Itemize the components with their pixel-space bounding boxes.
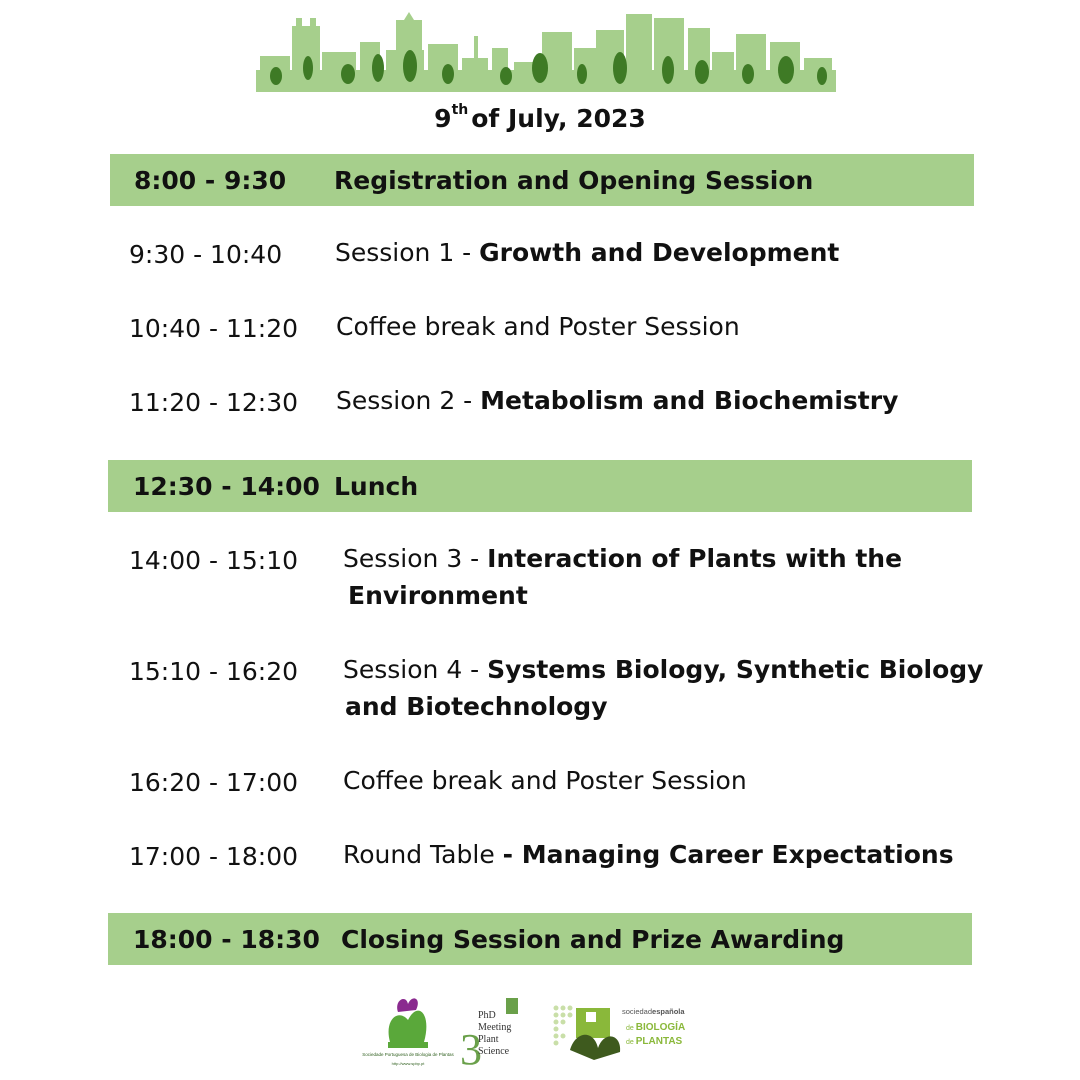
round-table-time: 17:00 - 18:00 — [129, 842, 299, 871]
lunch-time: 12:30 - 14:00 — [133, 472, 320, 501]
session-3-title-line2-wrap — [348, 577, 528, 614]
sebp-logo — [554, 1006, 686, 1061]
sebp-line2a: de — [626, 1025, 636, 1032]
round-table-label — [343, 836, 954, 873]
registration-time: 8:00 - 9:30 — [134, 166, 287, 195]
session-3-label — [343, 540, 902, 577]
coffee-break-1-time: 10:40 - 11:20 — [129, 314, 299, 343]
schedule-date — [0, 104, 1080, 133]
sppp-url: http://www.spbp.pt — [391, 1061, 425, 1066]
phd-line4: Science — [478, 1046, 510, 1057]
session-4-title-line2: and Biotechnology — [345, 692, 608, 721]
coffee-break-2-title: Coffee break and Poster Session — [343, 766, 747, 795]
closing-bar — [108, 913, 972, 965]
session-1-label — [335, 234, 839, 271]
session-3-title-line2: Environment — [348, 581, 528, 610]
coffee-break-1-title: Coffee break and Poster Session — [336, 312, 740, 341]
session-2-time: 11:20 - 12:30 — [129, 388, 299, 417]
sebp-line1b: española — [652, 1007, 685, 1016]
session-2-label — [336, 382, 898, 419]
sebp-line1 — [622, 1007, 685, 1016]
session-4-time: 15:10 - 16:20 — [129, 657, 299, 686]
session-4-label — [343, 651, 983, 688]
lunch-title: Lunch — [334, 472, 419, 501]
sebp-line3a: de — [626, 1039, 636, 1046]
session-4-title-line2-wrap — [345, 688, 608, 725]
closing-time: 18:00 - 18:30 — [133, 925, 320, 954]
phd-line2: Meeting — [478, 1022, 512, 1033]
session-3-title-line1: Interaction of Plants with the — [487, 544, 903, 573]
closing-title: Closing Session and Prize Awarding — [341, 925, 845, 954]
round-table-title: - Managing Career Expectations — [502, 840, 954, 869]
sebp-line1a: sociedad — [622, 1007, 653, 1016]
sebp-line3 — [626, 1036, 683, 1047]
registration-bar — [110, 154, 974, 206]
sebp-line2 — [626, 1020, 685, 1033]
session-2-prefix: Session 2 - — [336, 386, 481, 415]
city-skyline-banner — [256, 12, 836, 92]
session-3-prefix: Session 3 - — [343, 544, 488, 573]
sppp-logo — [362, 998, 454, 1066]
phd-line1: PhD — [478, 1010, 496, 1021]
lunch-bar — [108, 460, 972, 512]
sebp-line3b: PLANTAS — [635, 1036, 683, 1047]
date-day: 9 — [434, 104, 452, 133]
session-4-prefix: Session 4 - — [343, 655, 488, 684]
session-1-title: Growth and Development — [479, 238, 840, 267]
registration-title: Registration and Opening Session — [334, 166, 814, 195]
session-3-time: 14:00 - 15:10 — [129, 546, 299, 575]
date-rest: of July, 2023 — [471, 104, 646, 133]
date-suffix: th — [451, 102, 469, 118]
sponsor-logos — [362, 990, 710, 1075]
sppp-text: Sociedade Portuguesa de Biologia de Plantas — [362, 1052, 454, 1057]
round-table-prefix: Round Table — [343, 840, 503, 869]
sebp-line2b: BIOLOGÍA — [635, 1022, 686, 1033]
session-1-time: 9:30 - 10:40 — [129, 240, 283, 269]
session-1-prefix: Session 1 - — [335, 238, 480, 267]
phd-number: 3 — [460, 1025, 482, 1074]
session-2-title: Metabolism and Biochemistry — [480, 386, 899, 415]
phd-meeting-logo — [460, 998, 518, 1074]
phd-line3: Plant — [478, 1034, 499, 1045]
session-4-title-line1: Systems Biology, Synthetic Biology — [487, 655, 984, 684]
coffee-break-2-time: 16:20 - 17:00 — [129, 768, 299, 797]
